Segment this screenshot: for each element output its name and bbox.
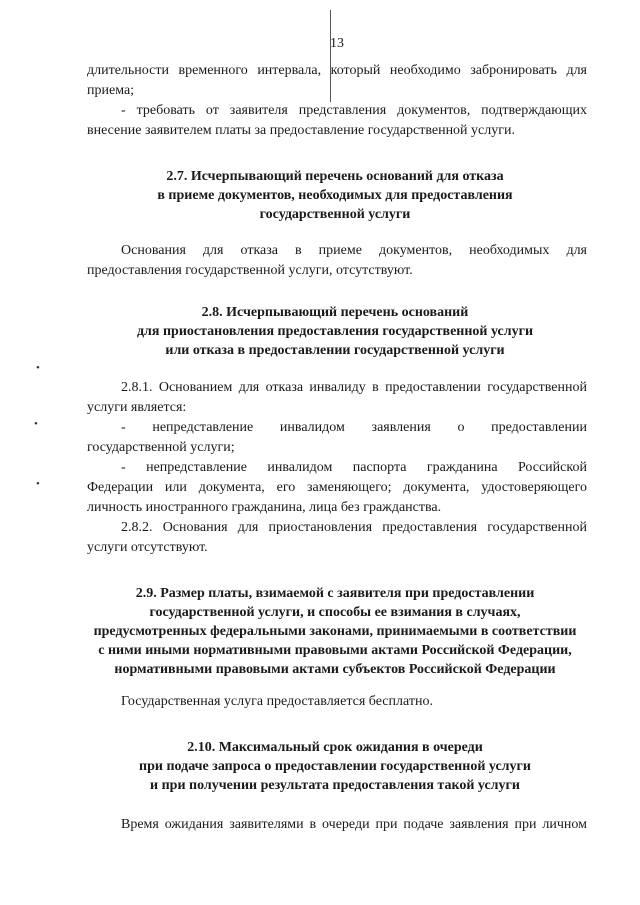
paragraph-line: внесение заявителем платы за предоставление государственной услуги. xyxy=(87,123,515,138)
paragraph-line: Основания для отказа в приеме документов, необходимых для xyxy=(121,243,587,258)
word: о xyxy=(457,420,465,435)
section-2-9-body xyxy=(87,692,587,712)
heading-line: или отказа в предоставлении государственной услуги xyxy=(165,343,505,358)
scan-mark-dot: • xyxy=(36,478,40,490)
word: паспорта xyxy=(352,460,407,475)
bullet-line xyxy=(87,458,587,478)
paragraph-line: - требовать от заявителя представления документов, подтверждающих xyxy=(121,103,587,118)
paragraph-line: услуги отсутствуют. xyxy=(87,540,208,555)
paragraph-line: Государственная услуга предоставляется бесплатно. xyxy=(121,694,433,709)
section-2-7-body xyxy=(87,241,587,281)
paragraph-line: длительности временного интервала, который необходимо забронировать для xyxy=(87,63,587,78)
word: предоставлении xyxy=(491,420,587,435)
heading-line: при подаче запроса о предоставлении государственной услуги xyxy=(139,759,531,774)
scan-mark-dot: • xyxy=(36,362,40,374)
bullet-dash: - xyxy=(121,460,126,475)
paragraph-line: 2.8.1. Основанием для отказа инвалиду в предоставлении государственной xyxy=(121,380,587,395)
section-2-10-body xyxy=(87,815,587,835)
heading-line: в приеме документов, необходимых для предоставления xyxy=(157,188,513,203)
section-heading-2-8 xyxy=(70,303,600,360)
bullet-dash: - xyxy=(121,420,126,435)
word: непредставление xyxy=(152,420,254,435)
word: гражданина xyxy=(426,460,498,475)
heading-line: и при получении результата предоставления такой услуги xyxy=(150,778,520,793)
word: инвалидом xyxy=(279,420,345,435)
paragraph-line: Федерации или документа, его заменяющего; документа, удостоверяющего xyxy=(87,480,587,495)
top-continuation xyxy=(87,61,587,141)
word: Российской xyxy=(517,460,587,475)
paragraph-line: личность иностранного гражданина, лица без гражданства. xyxy=(87,500,442,515)
paragraph-line: Время ожидания заявителями в очереди при подаче заявления при личном xyxy=(121,817,587,832)
heading-line: государственной услуги xyxy=(259,207,411,222)
paragraph-line: приема; xyxy=(87,83,135,98)
heading-line: для приостановления предоставления государственной услуги xyxy=(136,324,534,339)
paragraph-line: государственной услуги; xyxy=(87,440,235,455)
word: непредставление xyxy=(146,460,247,475)
heading-line: государственной услуги, и способы ее взимания в случаях, xyxy=(149,605,521,620)
page-number: 13 xyxy=(330,36,344,51)
paragraph-line: услуги является: xyxy=(87,400,187,415)
scan-mark-dot: • xyxy=(34,418,38,430)
section-heading-2-9 xyxy=(70,584,600,679)
heading-line: предусмотренных федеральными законами, принимаемыми в соответствии xyxy=(93,624,577,639)
section-2-8-body xyxy=(87,378,587,558)
paragraph-line: 2.8.2. Основания для приостановления предоставления государственной xyxy=(121,520,587,535)
paragraph-line: предоставления государственной услуги, отсутствуют. xyxy=(87,263,413,278)
heading-line: 2.8. Исчерпывающий перечень оснований xyxy=(201,305,469,320)
word: инвалидом xyxy=(267,460,333,475)
heading-line: 2.10. Максимальный срок ожидания в очереди xyxy=(187,740,483,755)
section-heading-2-7 xyxy=(70,167,600,224)
heading-line: нормативными правовыми актами субъектов Российской Федерации xyxy=(114,662,556,677)
bullet-line xyxy=(87,418,587,438)
section-heading-2-10 xyxy=(70,738,600,795)
word: заявления xyxy=(371,420,431,435)
heading-line: с ними иными нормативными правовыми актами Российской Федерации, xyxy=(98,643,572,658)
heading-line: 2.9. Размер платы, взимаемой с заявителя при предоставлении xyxy=(135,586,535,601)
heading-line: 2.7. Исчерпывающий перечень оснований для отказа xyxy=(166,169,504,184)
